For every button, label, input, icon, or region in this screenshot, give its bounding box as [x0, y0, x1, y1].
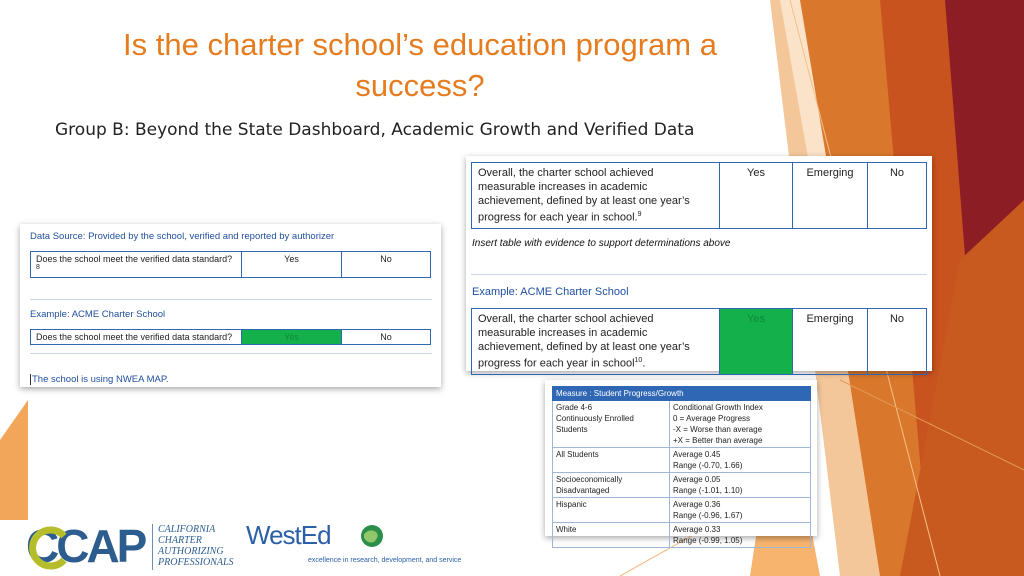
data-source-text: Data Source: Provided by the school, verified and reported by authorizer — [30, 231, 335, 242]
verified-yes-cell: Yes — [242, 252, 342, 278]
verified-data-panel — [20, 224, 441, 387]
verified-standard-question: Does the school meet the verified data standard?$^8$ — [31, 252, 242, 278]
ccap-wordmark: CCAP — [26, 520, 145, 572]
academic-growth-panel — [466, 156, 932, 371]
verified-no-cell: No — [342, 252, 431, 278]
example-growth-yes-cell: Yes — [720, 309, 793, 375]
example-no-cell: No — [342, 330, 431, 345]
ccap-logo — [26, 520, 151, 572]
example-verified-table — [30, 329, 431, 345]
verified-standard-table — [30, 251, 431, 278]
table-row: Grade 4-6 Continuously Enrolled Students Conditional Growth Index 0 = Average Progress -X = Worse than average +X = Better than average — [553, 401, 811, 448]
table-row: All Students Average 0.45 Range (-0.70, 1.66) — [553, 448, 811, 473]
table-row: Socioeconomically Disadvantaged Average 0.05 Range (-1.01, 1.10) — [553, 473, 811, 498]
wested-wordmark: WestEd — [246, 520, 331, 550]
divider — [471, 274, 927, 275]
example-growth-table — [471, 308, 927, 375]
nwea-note: The school is using NWEA MAP. — [32, 374, 169, 385]
slide-title: Is the charter school’s education program a success? — [123, 27, 717, 103]
insert-table-note: Insert table with evidence to support determinations above — [472, 238, 731, 249]
table-row: Hispanic Average 0.36 Range (-0.96, 1.67) — [553, 498, 811, 523]
slide-subtitle: Group B: Beyond the State Dashboard, Academic Growth and Verified Data — [55, 120, 695, 140]
divider — [30, 299, 432, 300]
measure-header: Measure : Student Progress/Growth — [553, 387, 811, 401]
table-row: White Average 0.33 Range (-0.99, 1.05) — [553, 523, 811, 548]
growth-emerging-cell: Emerging — [793, 163, 868, 229]
globe-icon — [360, 524, 384, 548]
student-progress-table — [552, 386, 811, 548]
student-progress-panel — [545, 380, 817, 545]
example-growth-emerging-cell: Emerging — [793, 309, 868, 375]
wested-tagline: excellence in research, development, and service — [308, 557, 462, 564]
growth-yes-cell: Yes — [720, 163, 793, 229]
example-growth-no-cell: No — [868, 309, 927, 375]
example-yes-cell: Yes — [242, 330, 342, 345]
example-heading-right: Example: ACME Charter School — [472, 286, 629, 298]
divider — [30, 353, 432, 354]
example-growth-statement: Overall, the charter school achieved measurable increases in academic achievement, defined by at least one year’s progress for each year in school$^{10}$. — [472, 309, 720, 375]
growth-no-cell: No — [868, 163, 927, 229]
ccap-divider — [152, 524, 153, 570]
growth-determination-table — [471, 162, 927, 229]
ccap-mark-icon — [26, 526, 70, 570]
wested-logo — [246, 520, 386, 556]
example-verified-question: Does the school meet the verified data standard? — [31, 330, 242, 345]
example-heading-left: Example: ACME Charter School — [30, 309, 166, 320]
growth-statement: Overall, the charter school achieved measurable increases in academic achievement, defined by at least one year’s progress for each year in school.$^9$ — [472, 163, 720, 229]
ccap-tagline: CALIFORNIA CHARTER AUTHORIZING PROFESSIONALS — [158, 524, 234, 568]
